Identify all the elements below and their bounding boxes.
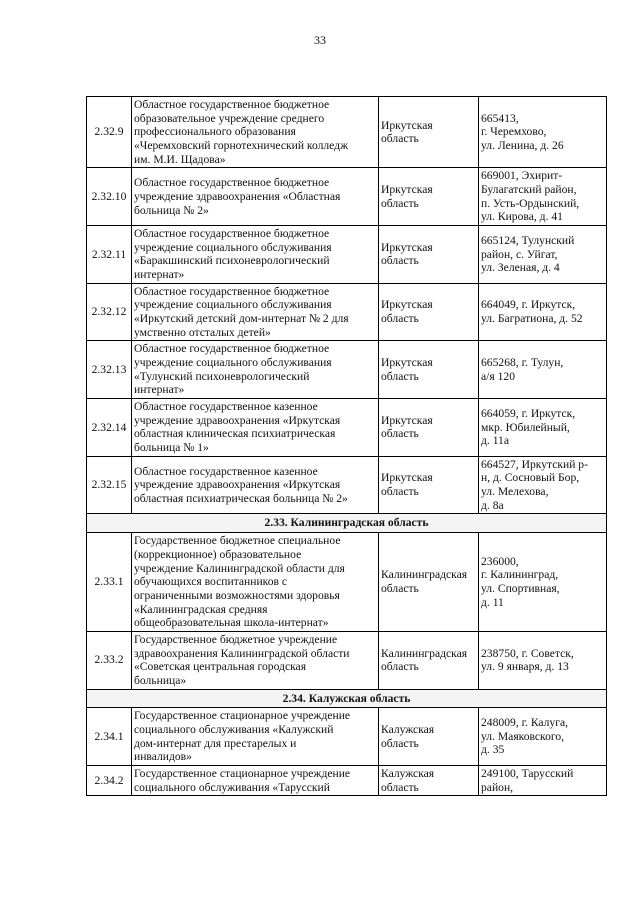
institution-name: Государственное стационарное учреждение социального обслуживания «Тарусский xyxy=(132,765,379,795)
row-number: 2.32.12 xyxy=(87,283,132,341)
region-name: Иркутская область xyxy=(379,341,479,399)
region-name: Иркутская область xyxy=(379,226,479,284)
address: 248009, г. Калуга, ул. Маяковского, д. 35 xyxy=(479,708,607,766)
institutions-table xyxy=(86,96,607,796)
row-number: 2.32.13 xyxy=(87,341,132,399)
region-name: Иркутская область xyxy=(379,283,479,341)
row-number: 2.34.2 xyxy=(87,765,132,795)
row-number: 2.32.15 xyxy=(87,456,132,514)
row-number: 2.33.1 xyxy=(87,533,132,632)
region-name: Калининградская область xyxy=(379,533,479,632)
section-header-row xyxy=(87,689,607,708)
address: 665413, г. Черемхово, ул. Ленина, д. 26 xyxy=(479,97,607,168)
table-row xyxy=(87,456,607,514)
institution-name: Областное государственное бюджетное учреждение социального обслуживания «Тулунский психоневрологический интернат» xyxy=(132,341,379,399)
row-number: 2.32.9 xyxy=(87,97,132,168)
region-name: Калужская область xyxy=(379,708,479,766)
region-name: Иркутская область xyxy=(379,97,479,168)
institution-name: Государственное бюджетное специальное (коррекционное) образовательное учреждение Калининградской области для обучающихся воспитанников с ограниченными возможностями здоровья «Калининградская средняя общеобразовательная школа-интернат» xyxy=(132,533,379,632)
page-number: 33 xyxy=(314,33,326,47)
table-row xyxy=(87,533,607,632)
address: 669001, Эхирит- Булагатский район, п. Усть-Ордынский, ул. Кирова, д. 41 xyxy=(479,168,607,226)
table-row xyxy=(87,226,607,284)
address: 664527, Иркутский р- н, д. Сосновый Бор, ул. Мелехова, д. 8а xyxy=(479,456,607,514)
table-row xyxy=(87,708,607,766)
row-number: 2.33.2 xyxy=(87,631,132,689)
address: 664059, г. Иркутск, мкр. Юбилейный, д. 11а xyxy=(479,399,607,457)
table-row xyxy=(87,399,607,457)
row-number: 2.34.1 xyxy=(87,708,132,766)
region-name: Иркутская область xyxy=(379,399,479,457)
institution-name: Областное государственное бюджетное учреждение здравоохранения «Областная больница № 2» xyxy=(132,168,379,226)
section-header-row xyxy=(87,514,607,533)
address: 665268, г. Тулун, а/я 120 xyxy=(479,341,607,399)
row-number: 2.32.14 xyxy=(87,399,132,457)
institution-name: Областное государственное бюджетное учреждение социального обслуживания «Иркутский детский дом-интернат № 2 для умственно отсталых детей» xyxy=(132,283,379,341)
table-row xyxy=(87,283,607,341)
region-name: Калининградская область xyxy=(379,631,479,689)
institution-name: Государственное стационарное учреждение социального обслуживания «Калужский дом-интернат для престарелых и инвалидов» xyxy=(132,708,379,766)
region-name: Иркутская область xyxy=(379,168,479,226)
section-title: 2.33. Калининградская область xyxy=(87,514,607,533)
section-title: 2.34. Калужская область xyxy=(87,689,607,708)
institutions-table-body xyxy=(87,97,607,796)
table-row xyxy=(87,341,607,399)
table-row xyxy=(87,631,607,689)
institution-name: Областное государственное бюджетное учреждение социального обслуживания «Баракшинский психоневрологический интернат» xyxy=(132,226,379,284)
row-number: 2.32.10 xyxy=(87,168,132,226)
address: 249100, Тарусский район, xyxy=(479,765,607,795)
institution-name: Государственное бюджетное учреждение здравоохранения Калининградской области «Советская центральная городская больница» xyxy=(132,631,379,689)
region-name: Иркутская область xyxy=(379,456,479,514)
table-row xyxy=(87,97,607,168)
address: 238750, г. Советск, ул. 9 января, д. 13 xyxy=(479,631,607,689)
region-name: Калужская область xyxy=(379,765,479,795)
table-row xyxy=(87,765,607,795)
institution-name: Областное государственное казенное учреждение здравоохранения «Иркутская областная клиническая психиатрическая больница № 1» xyxy=(132,399,379,457)
address: 236000, г. Калининград, ул. Спортивная, д. 11 xyxy=(479,533,607,632)
row-number: 2.32.11 xyxy=(87,226,132,284)
institution-name: Областное государственное казенное учреждение здравоохранения «Иркутская областная психиатрическая больница № 2» xyxy=(132,456,379,514)
table-row xyxy=(87,168,607,226)
address: 664049, г. Иркутск, ул. Багратиона, д. 52 xyxy=(479,283,607,341)
institution-name: Областное государственное бюджетное образовательное учреждение среднего профессионального образования «Черемховский горнотехнический колледж им. М.И. Щадова» xyxy=(132,97,379,168)
address: 665124, Тулунский район, с. Уйгат, ул. Зеленая, д. 4 xyxy=(479,226,607,284)
